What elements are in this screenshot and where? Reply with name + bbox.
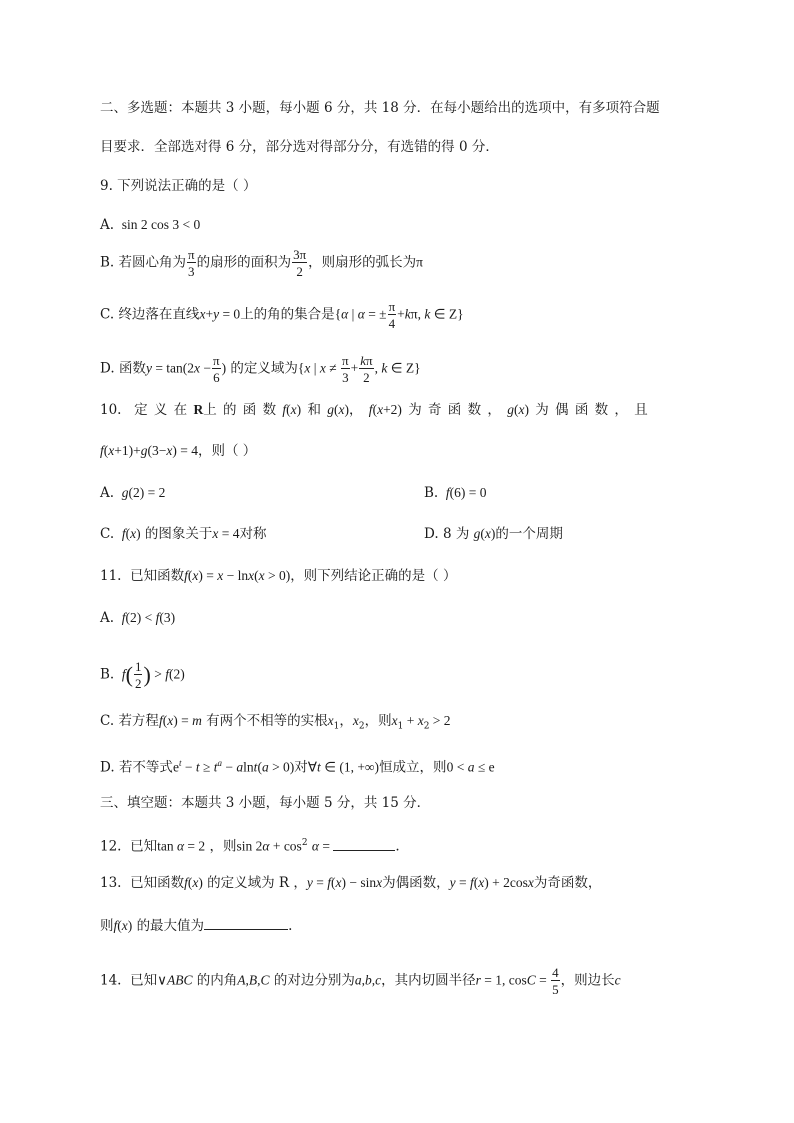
text: 已知 [130,972,158,989]
q13-line2: 则f(x) 的最大值为 . [100,915,292,936]
math: { [334,306,342,322]
text: 为 偶 函 数 ， 且 [535,402,648,418]
math: f [113,918,118,933]
text: 上 的 函 数 [203,402,277,418]
question-number: 14. [100,972,122,989]
math: f [118,526,126,541]
math: f [282,402,287,417]
text: 的对边分别为 [273,972,355,989]
question-number: 13. [100,875,122,891]
text: 的一个周期 [495,526,563,542]
math: g [507,402,514,417]
text: ，则（ ） [197,443,257,459]
text: 的定义域为 R ， [207,875,307,891]
q11-option-a: A. f(2) < f(3) [100,610,176,626]
math-fraction: $\frac{\pi}{3}$ [342,353,349,385]
q10-line2: f(x+1)+g(3−x) = 4，则（ ） [100,443,257,459]
q9-stem: 9. 下列说法正确的是（ ） [100,178,257,194]
q10-option-d: D. 8 为 g(x)的一个周期 [424,526,563,542]
text: 的最大值为 [136,918,205,934]
math: g [473,526,481,541]
text: ，则 [364,713,392,729]
q10-option-c: C. f(x) 的图象关于x = 4对称 [100,526,267,542]
math: g [118,485,129,500]
q13-line1: 13. 已知函数f(x) 的定义域为 R ，y = f(x) − sinx为偶函数，y = f(x) + 2cosx为奇函数， [100,875,602,891]
text: 恒成立，则 [379,759,447,776]
text: 的图象关于 [144,526,213,542]
text: 已知 [130,838,158,855]
answer-blank [333,836,395,851]
math-fraction: $\frac{\pi}{3}$ [188,247,195,279]
text: 终边落在直线 [118,306,200,323]
q11-stem: 11. 已知函数f(x) = x − lnx(x > 0)，则下列结论正确的是（ ） [100,568,457,584]
text: 为 奇 函 数 ， [408,402,501,418]
text: 若不等式 [118,759,173,776]
option-label: C. [100,306,115,323]
math-fraction: $\frac{3\pi}{2}$ [293,247,307,279]
math: x [391,713,398,728]
text: 已知函数 [130,568,185,584]
text: 和 [307,402,321,418]
section3-title: 三、填空题：本题共 3 小题，每小题 5 分，共 15 分． [100,795,431,811]
math: x [199,306,206,322]
q10-option-b: B. f(6) = 0 [424,485,487,501]
math: f [368,402,373,417]
text: . [288,918,293,934]
math-fraction: $\frac{4}{5}$ [552,965,559,997]
text: 若方程 [118,713,159,729]
q11-option-c: C. 若方程f(x) = m 有两个不相等的实根$x_1$，$x_2$，则$x_1 + x_2 > 2$ [100,713,451,732]
option-label: C. [100,526,115,542]
question-number: 12. [100,838,122,855]
text: 的定义域为 [230,360,298,377]
text: 8 为 [442,526,470,542]
math: R [193,402,204,417]
option-label: B. [100,254,115,271]
text: ，其内切圆半径 [381,972,476,989]
math: y [449,875,456,890]
q11-option-b: B. f( $\frac{1}{2}$ ) > f(2) [100,659,185,691]
text: ，则 [209,838,237,855]
text: ，则扇形的弧长为 [308,254,417,271]
math: r [475,972,481,988]
math: sin 2 cos 3 < 0 [118,217,201,232]
math: ∀ [307,759,318,775]
text: 对称 [239,526,267,542]
math-fraction: $\frac{k\pi}{2}$ [360,353,373,385]
math: y [306,875,313,890]
option-label: D. [100,759,115,776]
section2-line2: 目要求．全部选对得 6 分，部分选对得部分分，有选错的得 0 分． [100,139,499,155]
math-fraction: $\frac{\pi}{6}$ [213,353,220,385]
section2-line1: 二、多选题：本题共 3 小题，每小题 6 分，共 18 分．在每小题给出的选项中，有多项符合题 [100,100,660,116]
text: ，则下列结论正确的是（ ） [290,568,457,584]
q11-option-d: D. 若不等式$e^t - t \ge t^a - alnt(a > 0)$对∀t ∈ (1, +∞)恒成立，则0 < a ≤ e [100,758,495,776]
text: 为偶函数， [382,875,450,891]
answer-blank [204,915,288,930]
option-label: A. [100,485,115,501]
math: { [297,360,305,376]
option-label: A. [100,217,115,233]
math: A [237,972,246,988]
math: x [212,526,219,541]
math: sin 2 [236,838,263,854]
q14: 14. 已知∨ABC 的内角A,B,C 的对边分别为a,b,c，其内切圆半径r = 1, cosC = $\frac{4}{5}$ ，则边长c [100,965,621,997]
math: a [354,972,362,988]
q9-option-d: D. 函数y = tan(2x − $\frac{\pi}{6}$ ) 的定义域为{x | x ≠ $\frac{\pi}{3}$ + $\frac{k\pi}{2}$ , k ∈ Z} [100,353,421,385]
q12: 12. 已知tan α = 2 ，则$\sin 2\alpha + \cos^2 \alpha$ = . [100,833,400,857]
text: 有两个不相等的实根 [206,713,328,729]
math: f [118,610,126,625]
question-number: 10. [100,402,122,418]
text: 对 [294,759,308,776]
text: 为奇函数， [533,875,602,891]
option-label: B. [100,666,115,683]
option-label: B. [424,485,439,501]
text: 的扇形的面积为 [196,254,292,271]
text: 上的角的集合是 [240,306,335,323]
math: x [327,713,334,728]
text: 则 [100,918,114,934]
text: 的内角 [196,972,238,989]
math: f [118,666,126,682]
math: e [172,759,179,775]
q10-option-a: A. g(2) = 2 [100,485,166,501]
math: f [184,568,188,583]
option-label: D. [100,360,115,377]
q9-option-c: C. 终边落在直线x+y = 0上的角的集合是{α | α = ± $\frac{\pi}{4}$ +kπ, k ∈ Z} [100,299,464,331]
math: g [327,402,334,417]
text: ， [349,402,363,418]
text: 定 义 在 [134,402,188,418]
math-fraction: $\frac{\pi}{4}$ [388,299,396,331]
q10-line1: 10. 定 义 在 R上 的 函 数 f(x) 和 g(x)， f(x+2) 为 奇 函 数 ， g(x) 为 偶 函 数 ， 且 [100,402,648,418]
text: . [395,838,400,855]
math-fraction: $\frac{1}{2}$ [134,659,142,691]
text: 若圆心角为 [118,254,187,271]
math: f [442,485,450,500]
q9-option-a [100,215,200,235]
q9-option-b [100,248,423,278]
text: 已知函数 [130,875,185,891]
math: π [416,254,423,270]
math: f [184,875,188,890]
option-label: C. [100,713,115,729]
math: tan [157,838,177,854]
math: 0 < [446,759,468,775]
option-label: D. [424,526,439,542]
math: y [145,360,152,376]
option-label: A. [100,610,115,626]
math: c [614,972,621,988]
question-number: 11. [100,568,122,584]
math: f [158,713,163,728]
math: f [100,443,104,458]
text: 函数 [118,360,146,377]
text: ，则边长 [560,972,615,989]
math: ∨ [157,972,167,988]
